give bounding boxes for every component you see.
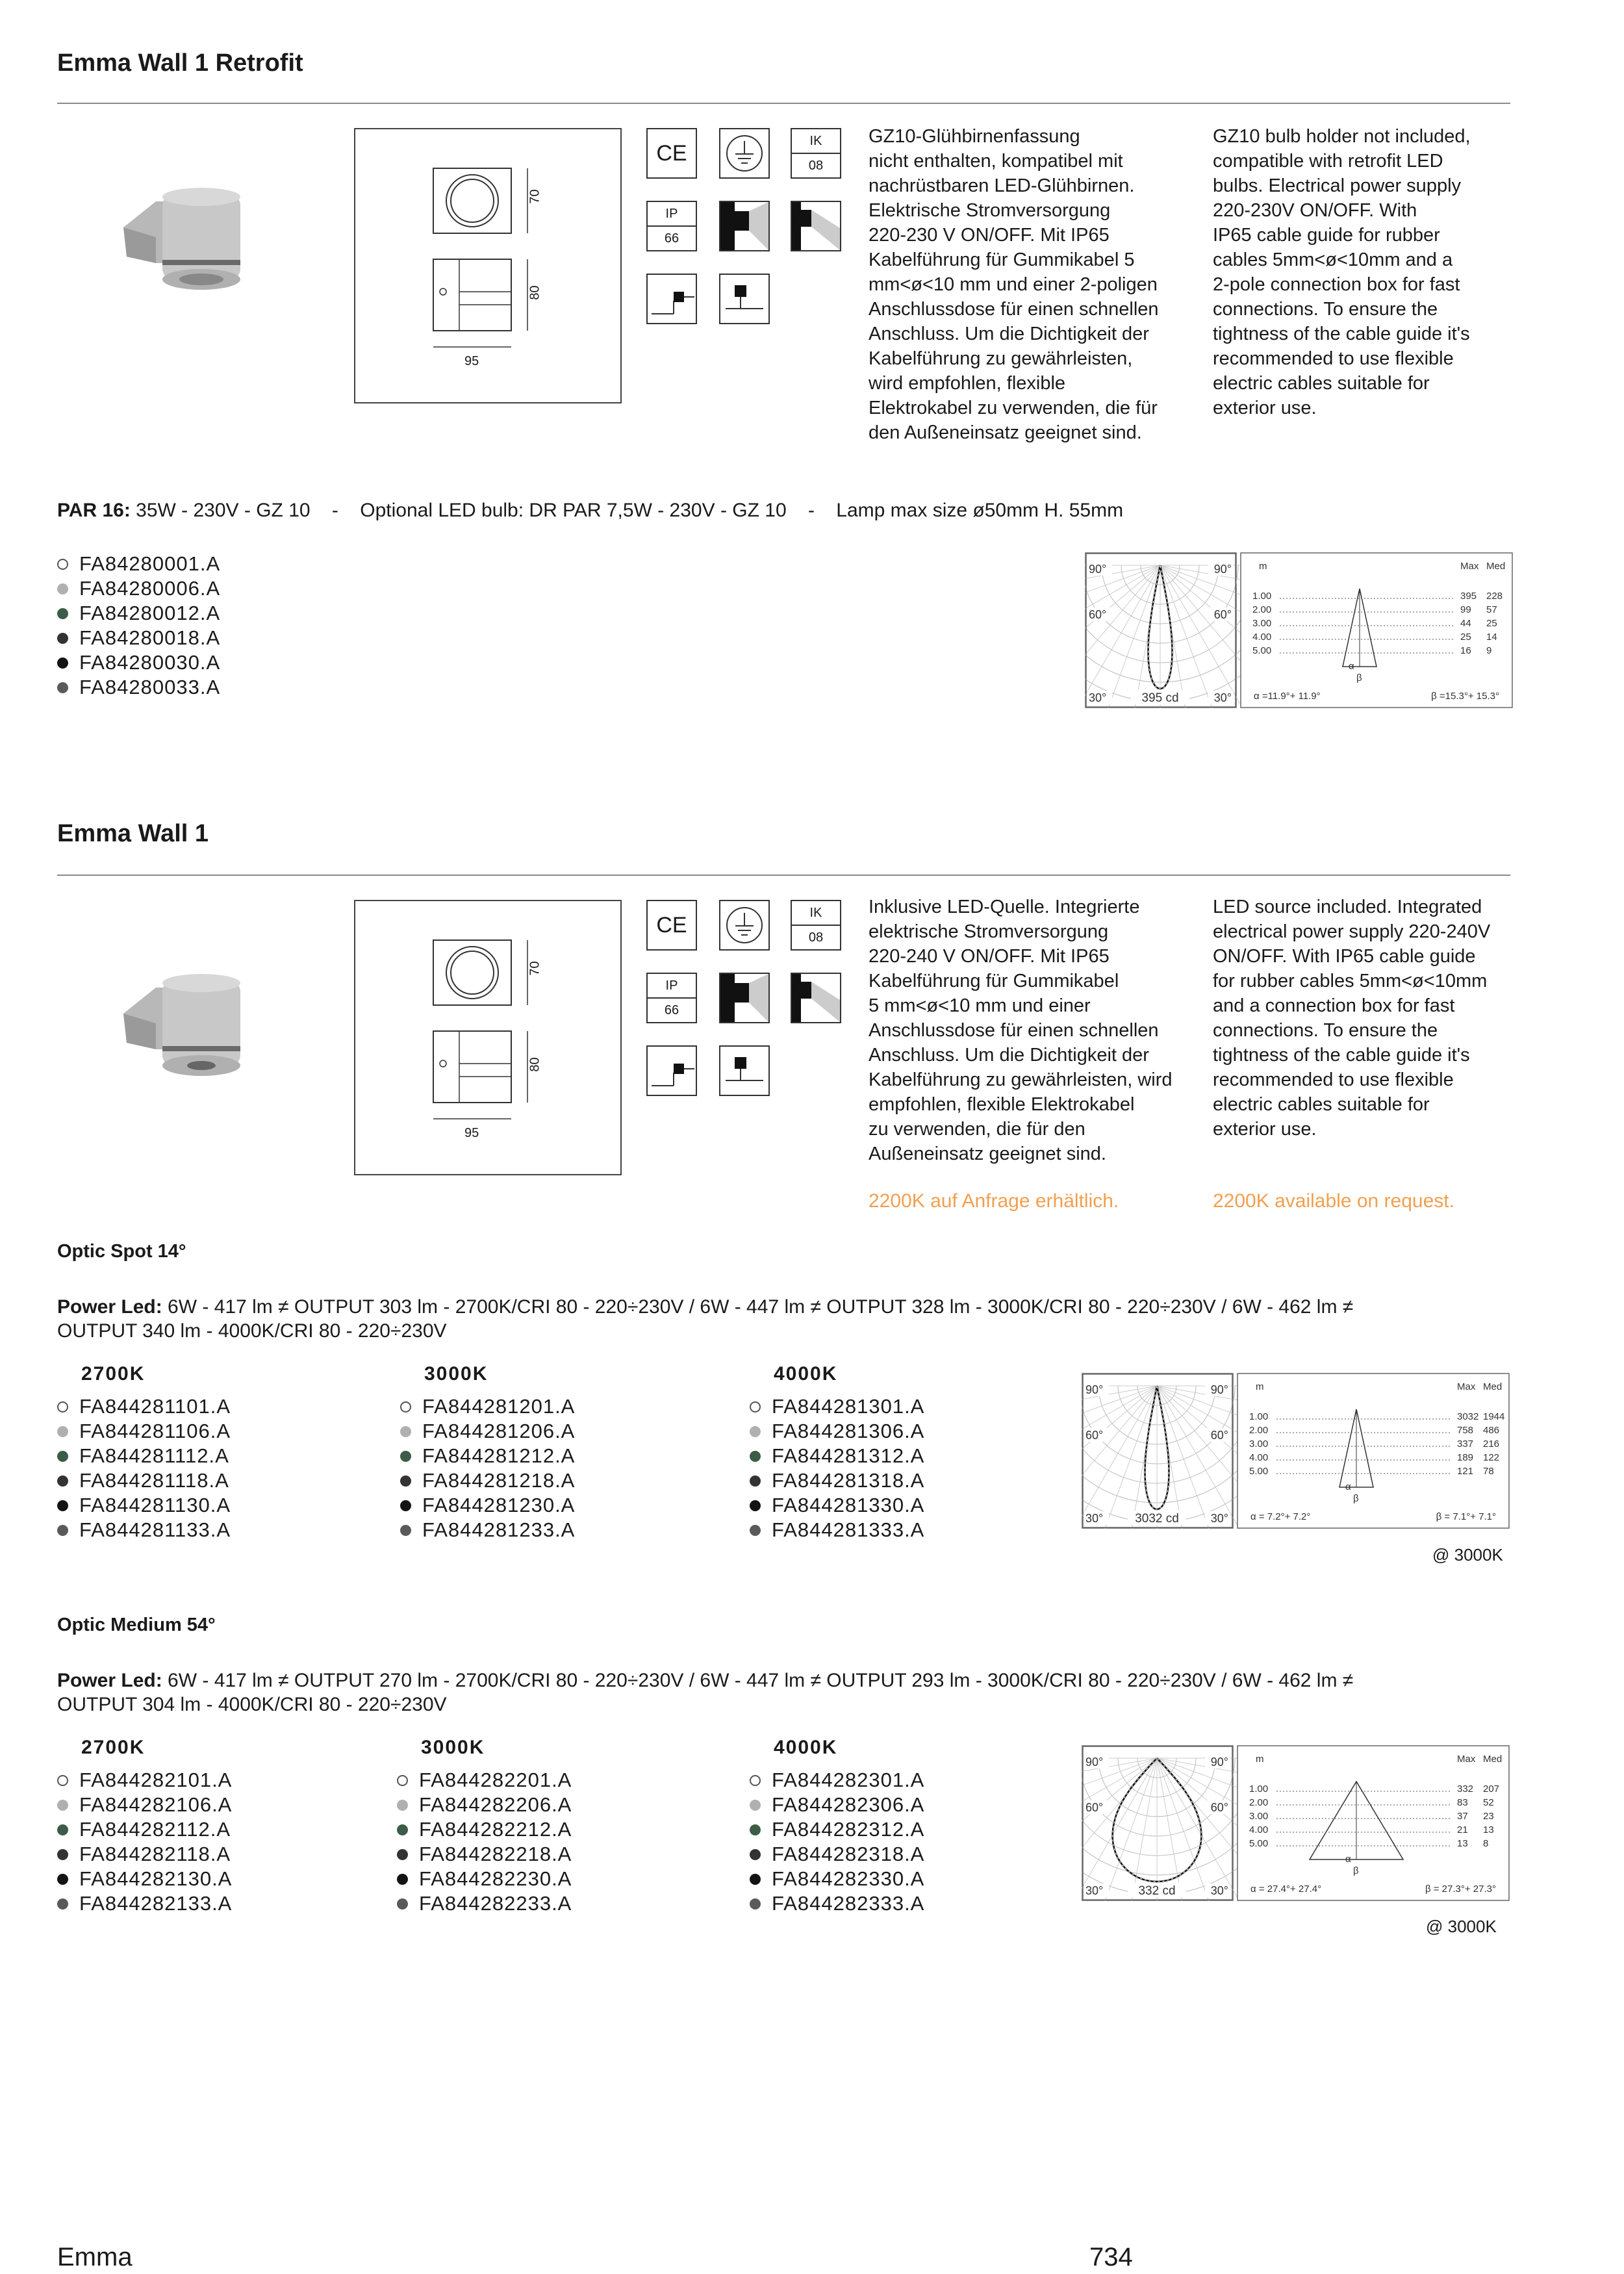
beta-angle: β = 27.3°+ 27.3°: [1425, 1884, 1496, 1895]
med-value: 228: [1486, 591, 1503, 602]
list-item: [397, 1793, 572, 1817]
polar-frame: [1082, 1746, 1233, 1900]
list-item: [750, 1768, 924, 1793]
product-code: FA844281218.A: [422, 1469, 576, 1492]
beta-symbol: β: [1353, 1865, 1359, 1876]
max-value: 16: [1460, 645, 1471, 656]
product-code: FA844282130.A: [79, 1867, 233, 1890]
list-item: [57, 1518, 231, 1542]
max-value: 13: [1457, 1838, 1468, 1849]
finish-dot: [57, 1525, 68, 1536]
product-code: FA844281118.A: [79, 1469, 229, 1492]
max-value: 37: [1457, 1811, 1468, 1822]
description-de: Inklusive LED-Quelle. Integrierte elektrische Stromversorgung 220-240 V ON/OFF. Mit IP65 Kabelführung für Gummikabel 5 mm<ø<10 mm und einer Anschlussdose für einen schnellen Anschluss. Um die Dichtigkeit der Kabelführung zu gewährleisten, wird empfohlen, flexible Elektrokabel zu verwenden, die für den Außeneinsatz geeignet sind.: [869, 897, 1173, 1164]
max-value: 99: [1460, 604, 1471, 615]
list-item: [397, 1891, 572, 1916]
alpha-symbol: α: [1349, 661, 1354, 672]
measured-at: @ 3000K: [1432, 1545, 1503, 1565]
product-code: FA844282301.A: [772, 1769, 925, 1791]
list-item: FA84280001.A: [57, 552, 220, 576]
optic-spot-title: Optic Spot 14°: [57, 1241, 186, 1262]
alpha-angle: α = 7.2°+ 7.2°: [1250, 1511, 1311, 1522]
max-value: 83: [1457, 1797, 1468, 1808]
product-code: FA844282118.A: [79, 1843, 231, 1865]
list-item: [750, 1891, 924, 1916]
distance-label: 3.00: [1249, 1811, 1269, 1822]
med-value: 52: [1483, 1797, 1494, 1808]
finish-dot: [750, 1525, 761, 1536]
ip-rating: IP 66: [646, 973, 697, 1023]
list-item: [750, 1793, 924, 1817]
connection-box-icon: [646, 1045, 697, 1096]
photometric-diagram-medium: [1082, 1745, 1510, 1904]
power-led-spec: Power Led: 6W - 417 lm ≠ OUTPUT 270 lm - 2700K/CRI 80 - 220÷230V / 6W - 447 lm ≠ OUTPUT 293 lm - 3000K/CRI 80 - 220÷230V / 6W - 462 lm ≠ OUTPUT 304 lm - 4000K/CRI 80 - 220÷230V: [57, 1670, 1354, 1715]
product-code: FA844282330.A: [772, 1867, 925, 1890]
list-item: [750, 1842, 924, 1867]
product-code: FA844281112.A: [79, 1444, 229, 1467]
product-code: FA844282333.A: [772, 1892, 925, 1915]
par16-spec: [57, 498, 1512, 522]
polar-angle-label: 90°: [1210, 1383, 1228, 1396]
max-value: 395: [1460, 591, 1477, 602]
polar-angle-label: 30°: [1213, 691, 1232, 704]
finish-dot: [397, 1898, 408, 1910]
finish-dot: [400, 1476, 411, 1487]
product-code: FA844281101.A: [79, 1395, 231, 1418]
list-item: [750, 1817, 924, 1842]
distance-label: 5.00: [1249, 1466, 1269, 1477]
max-value: 337: [1457, 1438, 1474, 1450]
footer-product-name: Emma: [57, 2243, 133, 2271]
dim-width: 95: [464, 354, 479, 368]
finish-dot: [750, 1476, 761, 1487]
polar-angle-label: 30°: [1210, 1884, 1228, 1897]
med-header: Med: [1483, 1381, 1503, 1392]
finish-dot: [750, 1451, 761, 1462]
product-code: FA844281206.A: [422, 1420, 576, 1442]
list-item: [57, 1867, 232, 1891]
list-item: [57, 1419, 231, 1444]
distance-label: 2.00: [1252, 604, 1272, 615]
list-item: [750, 1394, 924, 1419]
optic-medium-title: Optic Medium 54°: [57, 1615, 216, 1635]
max-value: 25: [1460, 632, 1471, 643]
wall-mount-icon-2: [791, 201, 841, 251]
med-header: Med: [1483, 1754, 1503, 1765]
list-item: FA84280030.A: [57, 650, 220, 675]
med-value: 25: [1486, 618, 1497, 629]
wall-mount-icon-2: [791, 973, 841, 1023]
product-code: FA844281312.A: [772, 1444, 925, 1467]
illuminance-frame: [1237, 1746, 1509, 1900]
photometric-diagram-retrofit: [1085, 552, 1514, 711]
finish-dot: [750, 1775, 761, 1786]
beta-angle: β = 7.1°+ 7.1°: [1436, 1511, 1496, 1522]
distance-label: 5.00: [1249, 1838, 1269, 1849]
code-list-retrofit: [57, 552, 220, 700]
dim-width: 95: [464, 1126, 479, 1140]
finish-dot: [57, 608, 68, 619]
finish-dot: [750, 1500, 761, 1511]
finish-dot: [57, 1401, 68, 1412]
list-item: [750, 1444, 924, 1468]
distance-label: 2.00: [1249, 1797, 1269, 1808]
product-code: FA844281130.A: [79, 1494, 231, 1516]
beta-symbol: β: [1356, 672, 1362, 683]
product-code: FA844282101.A: [79, 1769, 233, 1791]
wall-mount-icon: [719, 973, 770, 1023]
finish-dot: [750, 1874, 761, 1885]
distance-label: 3.00: [1252, 618, 1272, 629]
product-code: FA844282206.A: [419, 1793, 572, 1816]
distance-label: 1.00: [1252, 591, 1272, 602]
product-code: FA844282212.A: [419, 1818, 572, 1841]
list-item: [57, 1493, 231, 1518]
divider: [57, 875, 1510, 876]
list-item: [57, 1394, 231, 1419]
distance-label: 1.00: [1249, 1783, 1269, 1795]
finish-dot: [57, 1426, 68, 1437]
description-en: LED source included. Integrated electrical power supply 220-240V ON/OFF. With IP65 cable guide for rubber cables 5mm<ø<10mm and a connection box for fast connections. To ensure the tightness of the cable guide it's recommended to use flexible electric cables suitable for exterior use.: [1213, 897, 1491, 1140]
polar-angle-label: 60°: [1085, 1429, 1104, 1442]
product-code: FA844281330.A: [772, 1494, 925, 1516]
beta-angle: β =15.3°+ 15.3°: [1431, 691, 1499, 702]
polar-angle-label: 60°: [1089, 608, 1107, 621]
peak-intensity: 3032 cd: [1135, 1512, 1179, 1526]
finish-dot: [750, 1898, 761, 1910]
med-value: 486: [1483, 1425, 1500, 1436]
finish-dot: [400, 1426, 411, 1437]
product-code: FA844281201.A: [422, 1395, 576, 1418]
polar-frame: [1085, 553, 1236, 708]
dim-height-top: 70: [527, 189, 542, 204]
distance-label: 1.00: [1249, 1411, 1269, 1422]
finish-dot: [750, 1824, 761, 1835]
max-value: 21: [1457, 1824, 1468, 1835]
distance-label: 2.00: [1249, 1425, 1269, 1436]
column-header: 2700K: [81, 1363, 146, 1385]
earth-ground-icon: [719, 900, 770, 951]
distance-label: 3.00: [1249, 1438, 1269, 1450]
finish-dot: [57, 633, 68, 644]
list-item: FA84280012.A: [57, 601, 220, 626]
distance-label: 4.00: [1249, 1452, 1269, 1463]
product-photo-retrofit: [110, 175, 247, 302]
product-code: FA844282312.A: [772, 1818, 925, 1841]
product-code: FA844281233.A: [422, 1518, 576, 1541]
code-list-2700k: [57, 1768, 232, 1916]
finish-dot: [57, 1451, 68, 1462]
finish-dot: [397, 1874, 408, 1885]
product-code: FA844282106.A: [79, 1793, 233, 1816]
finish-dot: [397, 1849, 408, 1860]
max-value: 121: [1457, 1466, 1474, 1477]
finish-dot: [397, 1800, 408, 1811]
product-code: FA844281106.A: [79, 1420, 231, 1442]
column-header: 3000K: [424, 1363, 488, 1385]
power-led-spec: Power Led: 6W - 417 lm ≠ OUTPUT 303 lm - 2700K/CRI 80 - 220÷230V / 6W - 447 lm ≠ OUTPUT 328 lm - 3000K/CRI 80 - 220÷230V / 6W - 462 lm ≠ OUTPUT 340 lm - 4000K/CRI 80 - 220÷230V: [57, 1296, 1354, 1342]
list-item: [397, 1768, 572, 1793]
list-item: [397, 1867, 572, 1891]
polar-angle-label: 90°: [1213, 563, 1232, 576]
peak-intensity: 395 cd: [1141, 691, 1179, 705]
max-value: 3032: [1457, 1411, 1479, 1422]
list-item: [400, 1493, 575, 1518]
med-value: 57: [1486, 604, 1497, 615]
product-code: FA844282112.A: [79, 1818, 231, 1841]
finish-dot: [400, 1500, 411, 1511]
polar-angle-label: 90°: [1085, 1383, 1104, 1396]
finish-dot: [400, 1401, 411, 1412]
finish-dot: [750, 1426, 761, 1437]
alpha-angle: α = 27.4°+ 27.4°: [1250, 1884, 1322, 1895]
distance-label: 4.00: [1252, 632, 1272, 643]
list-item: [750, 1867, 924, 1891]
finish-dot: [57, 1874, 68, 1885]
med-value: 1944: [1483, 1411, 1505, 1422]
list-item: [57, 1817, 232, 1842]
list-item: [400, 1419, 575, 1444]
finish-dot: [57, 559, 68, 570]
product-code: FA844281318.A: [772, 1469, 925, 1492]
column-header: 4000K: [774, 1737, 838, 1758]
alpha-symbol: α: [1345, 1854, 1351, 1865]
finish-dot: [57, 682, 68, 693]
finish-dot: [397, 1775, 408, 1786]
code-list-3000k: [397, 1768, 572, 1916]
connection-box-icon-2: [719, 1045, 770, 1096]
polar-angle-label: 90°: [1210, 1756, 1228, 1769]
spec-text: 35W - 230V - GZ 10 - Optional LED bulb: DR PAR 7,5W - 230V - GZ 10 - Lamp max size ø50mm H. 55mm: [130, 500, 1124, 521]
list-item: [57, 1891, 232, 1916]
code-list-4000k: [750, 1768, 924, 1916]
list-item: [400, 1518, 575, 1542]
max-header: Max: [1457, 1754, 1476, 1765]
polar-angle-label: 30°: [1085, 1884, 1104, 1897]
finish-dot: [750, 1849, 761, 1860]
max-value: 332: [1457, 1783, 1474, 1795]
dimension-drawing: [354, 900, 622, 1175]
dim-height-side: 80: [527, 1057, 542, 1072]
polar-angle-label: 60°: [1085, 1801, 1104, 1814]
ip-rating: IP 66: [646, 201, 697, 251]
polar-angle-label: 30°: [1085, 1512, 1104, 1525]
list-item: [400, 1444, 575, 1468]
column-header: 4000K: [774, 1363, 838, 1385]
finish-dot: [57, 1800, 68, 1811]
dimension-drawing: [354, 128, 622, 403]
list-item: [400, 1394, 575, 1419]
dim-height-side: 80: [527, 285, 542, 300]
ce-mark-icon: CE: [646, 128, 697, 179]
alpha-angle: α =11.9°+ 11.9°: [1254, 691, 1321, 702]
column-header: 2700K: [81, 1737, 146, 1758]
divider: [57, 103, 1510, 104]
finish-dot: [57, 1500, 68, 1511]
section2-title: Emma Wall 1: [57, 820, 209, 847]
certification-symbols: [646, 128, 841, 329]
unit-label: m: [1256, 1754, 1264, 1765]
note-2200k-de: 2200K auf Anfrage erhältlich.: [869, 1190, 1119, 1212]
list-item: [397, 1842, 572, 1867]
distance-label: 5.00: [1252, 645, 1272, 656]
finish-dot: [400, 1525, 411, 1536]
spec-label: PAR 16:: [57, 500, 131, 521]
med-value: 9: [1486, 645, 1492, 656]
measured-at: @ 3000K: [1426, 1917, 1497, 1936]
finish-dot: [57, 583, 68, 594]
illuminance-frame: [1237, 1373, 1509, 1528]
med-value: 23: [1483, 1811, 1494, 1822]
max-value: 189: [1457, 1452, 1474, 1463]
med-value: 122: [1483, 1452, 1500, 1463]
product-code: FA844281301.A: [772, 1395, 925, 1418]
product-code: FA844282230.A: [419, 1867, 572, 1890]
finish-dot: [397, 1824, 408, 1835]
finish-dot: [400, 1451, 411, 1462]
polar-angle-label: 60°: [1213, 608, 1232, 621]
earth-ground-icon: [719, 128, 770, 179]
connection-box-icon: [646, 274, 697, 324]
finish-dot: [57, 1775, 68, 1786]
max-header: Max: [1457, 1381, 1476, 1392]
max-header: Max: [1460, 561, 1479, 572]
list-item: [57, 1444, 231, 1468]
polar-frame: [1082, 1373, 1233, 1528]
list-item: [57, 1468, 231, 1493]
distance-label: 4.00: [1249, 1824, 1269, 1835]
product-photo-led: [110, 962, 247, 1088]
note-2200k-en: 2200K available on request.: [1213, 1190, 1454, 1212]
list-item: FA84280033.A: [57, 675, 220, 700]
max-value: 758: [1457, 1425, 1474, 1436]
med-value: 78: [1483, 1466, 1494, 1477]
list-item: [400, 1468, 575, 1493]
page-number: 734: [1089, 2243, 1133, 2271]
finish-dot: [57, 1898, 68, 1910]
product-code: FA844281133.A: [79, 1518, 231, 1541]
product-code: FA844282133.A: [79, 1892, 233, 1915]
product-code: FA844282201.A: [419, 1769, 572, 1791]
illuminance-frame: [1241, 553, 1512, 708]
unit-label: m: [1259, 561, 1267, 572]
ik-rating: IK 08: [791, 900, 841, 951]
finish-dot: [57, 1824, 68, 1835]
product-code: FA844281306.A: [772, 1420, 925, 1442]
product-code: FA844281333.A: [772, 1518, 925, 1541]
max-value: 44: [1460, 618, 1471, 629]
list-item: [57, 1768, 232, 1793]
unit-label: m: [1256, 1381, 1264, 1392]
product-code: FA844282318.A: [772, 1843, 925, 1865]
connection-box-icon-2: [719, 274, 770, 324]
photometric-diagram-spot: [1082, 1373, 1510, 1532]
wall-mount-icon: [719, 201, 770, 251]
finish-dot: [750, 1800, 761, 1811]
polar-angle-label: 30°: [1089, 691, 1107, 704]
list-item: FA84280006.A: [57, 576, 220, 601]
finish-dot: [57, 1476, 68, 1487]
med-header: Med: [1486, 561, 1506, 572]
certification-symbols: [646, 900, 841, 1101]
polar-angle-label: 60°: [1210, 1801, 1228, 1814]
product-code: FA844282306.A: [772, 1793, 925, 1816]
list-item: [57, 1793, 232, 1817]
list-item: [750, 1493, 924, 1518]
list-item: [750, 1419, 924, 1444]
column-header: 3000K: [421, 1737, 485, 1758]
list-item: [750, 1468, 924, 1493]
product-code: FA844281212.A: [422, 1444, 576, 1467]
ik-rating: IK 08: [791, 128, 841, 179]
description-de: GZ10-Glühbirnenfassung nicht enthalten, kompatibel mit nachrüstbaren LED-Glühbirnen. Elektrische Stromversorgung 220-230 V ON/OFF. Mit IP65 Kabelführung für Gummikabel 5 mm<ø<10 mm und einer 2-poligen Anschlussdose für einen schnellen Anschluss. Um die Dichtigkeit der Kabelführung zu gewährleisten, wird empfohlen, flexible Elektrokabel zu verwenden, die für den Außeneinsatz geeignet sind.: [869, 126, 1159, 443]
dim-height-top: 70: [527, 961, 542, 976]
finish-dot: [750, 1401, 761, 1412]
ce-mark-icon: CE: [646, 900, 697, 951]
list-item: [750, 1518, 924, 1542]
alpha-symbol: α: [1345, 1481, 1351, 1492]
polar-angle-label: 30°: [1210, 1512, 1228, 1525]
med-value: 216: [1483, 1438, 1500, 1450]
med-value: 8: [1483, 1838, 1489, 1849]
product-code: FA844281230.A: [422, 1494, 576, 1516]
section1-title: Emma Wall 1 Retrofit: [57, 49, 303, 77]
list-item: [57, 1842, 232, 1867]
code-list-4000k: [750, 1394, 924, 1542]
finish-dot: [57, 1849, 68, 1860]
med-value: 13: [1483, 1824, 1494, 1835]
finish-dot: [57, 658, 68, 669]
med-value: 207: [1483, 1783, 1500, 1795]
polar-angle-label: 90°: [1085, 1756, 1104, 1769]
list-item: [397, 1817, 572, 1842]
med-value: 14: [1486, 632, 1497, 643]
product-code: FA844282218.A: [419, 1843, 572, 1865]
code-list-3000k: [400, 1394, 575, 1542]
product-code: FA844282233.A: [419, 1892, 572, 1915]
beta-symbol: β: [1353, 1493, 1359, 1504]
description-en: GZ10 bulb holder not included, compatible with retrofit LED bulbs. Electrical power supply 220-230V ON/OFF. With IP65 cable guide for rubber cables 5mm<ø<10mm and a 2-pole connection box for fast connections. To ensure the tightness of the cable guide it's recommended to use flexible electric cables suitable for exterior use.: [1213, 126, 1471, 418]
polar-angle-label: 90°: [1089, 563, 1107, 576]
code-list-2700k: [57, 1394, 231, 1542]
peak-intensity: 332 cd: [1138, 1884, 1176, 1898]
list-item: FA84280018.A: [57, 626, 220, 650]
polar-angle-label: 60°: [1210, 1429, 1228, 1442]
